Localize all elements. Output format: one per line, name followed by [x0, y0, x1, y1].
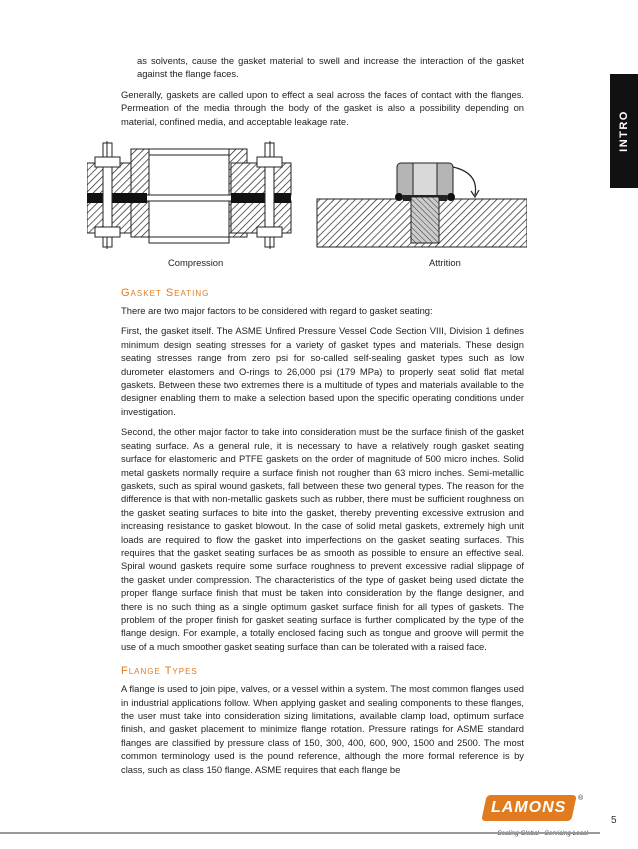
paragraph-seating-first: First, the gasket itself. The ASME Unfired Pressure Vessel Code Section VIII, Division 1 defines minimum design seating stresses for a variety of gasket types and materials. These design seating stresses range from zero psi for so-called self-sealing gasket types such as low durometer elastomers and O-rings to 26,000 psi (179 MPa) to properly seat solid flat metal gaskets. Between these two extremes there is a multitude of types and materials available to the designer enabling them to make a selection based upon the specific operating conditions under investigation.: [121, 325, 524, 417]
footer-rule: [0, 832, 600, 834]
paragraph-continued: as solvents, cause the gasket material to swell and increase the interaction of the gasket against the flange faces.: [137, 55, 524, 80]
paragraph-permeation: Generally, gaskets are called upon to effect a seal across the faces of contact with the flanges. Permeation of the media through the body of the gasket is also a possibility depending on material, confined media, and acceptable leakage rate.: [121, 88, 524, 127]
logo-wordmark: LAMONS: [491, 799, 567, 816]
lamons-logo: [484, 795, 574, 821]
registered-mark: ®: [578, 795, 584, 802]
heading-flange-types: Flange Types: [121, 665, 198, 678]
attrition-diagram: [317, 163, 527, 247]
caption-attrition: Attrition: [429, 257, 461, 269]
gasket-diagram: [87, 135, 527, 255]
compression-flange-left: [87, 141, 149, 249]
paragraph-seating-intro: There are two major factors to be considered with regard to gasket seating:: [121, 305, 433, 317]
section-tab-label: INTRO: [618, 110, 631, 152]
compression-pipe-bore: [149, 149, 229, 243]
page-content: [121, 54, 524, 783]
compression-flange-right: [229, 141, 291, 249]
gasket-figure: [121, 135, 524, 275]
heading-gasket-seating: Gasket Seating: [121, 287, 210, 300]
section-tab-intro: [610, 74, 638, 188]
caption-compression: Compression: [168, 257, 224, 269]
paragraph-seating-second: Second, the other major factor to take into consideration must be the surface finish of the gasket seating surface. As a general rule, it is necessary to have a relatively rough gasket seating surface for elastomeric and PTFE gaskets on the order of magnitude of 500 micro inches. Solid metal gaskets normally require a surface finish not rougher than 63 micro inches. Semi-metallic gaskets, such as spiral wound gaskets, fall between these two general types. The reason for the difference is that with non-metallic gaskets such as rubber, there must be sufficient roughness on the gasket seating surfaces to bite into the gasket, thereby preventing excessive extrusion and increasing resistance to gasket blowout. In the case of solid metal gaskets, extremely high unit loads are required to flow the gasket into imperfections on the gasket seating surfaces. This requires that the gasket seating surfaces be as smooth as possible to ensure an effective seal. Spiral wound gaskets require some surface roughness to prevent excessive radial slippage of the gasket under compression. The characteristics of the type of gasket being used dictate the proper flange surface finish that must be taken into consideration by the flange designer, and there is no such thing as a single optimum gasket surface finish for all types of gaskets. The problem of the proper finish for gasket seating surface is further complicated by the type of the flange design. For example, a totally enclosed facing such as tongue and groove will permit the use of a much smoother gasket seating surface than can be tolerated with a raised face.: [121, 426, 524, 652]
paragraph-flange-types: A flange is used to join pipe, valves, or a vessel within a system. The most common flanges used in industrial applications follow. When applying gasket and sealing components to these flanges, the user must take into consideration sizing limitations, available clamp load, optimum surface finish, and gasket placement to minimize flange rotation. Pressure ratings for ASME standard flanges are classified by pressure class of 150, 300, 400, 600, 900, 1500 and 2500. The most common terminology used is the pound reference, although the more formal reference is by class, such as class 150 flange. ASME requires that each flange be: [121, 683, 524, 775]
page-number: 5: [611, 815, 617, 826]
footer-tagline: Sealing Global - Servicing Local: [497, 830, 588, 837]
